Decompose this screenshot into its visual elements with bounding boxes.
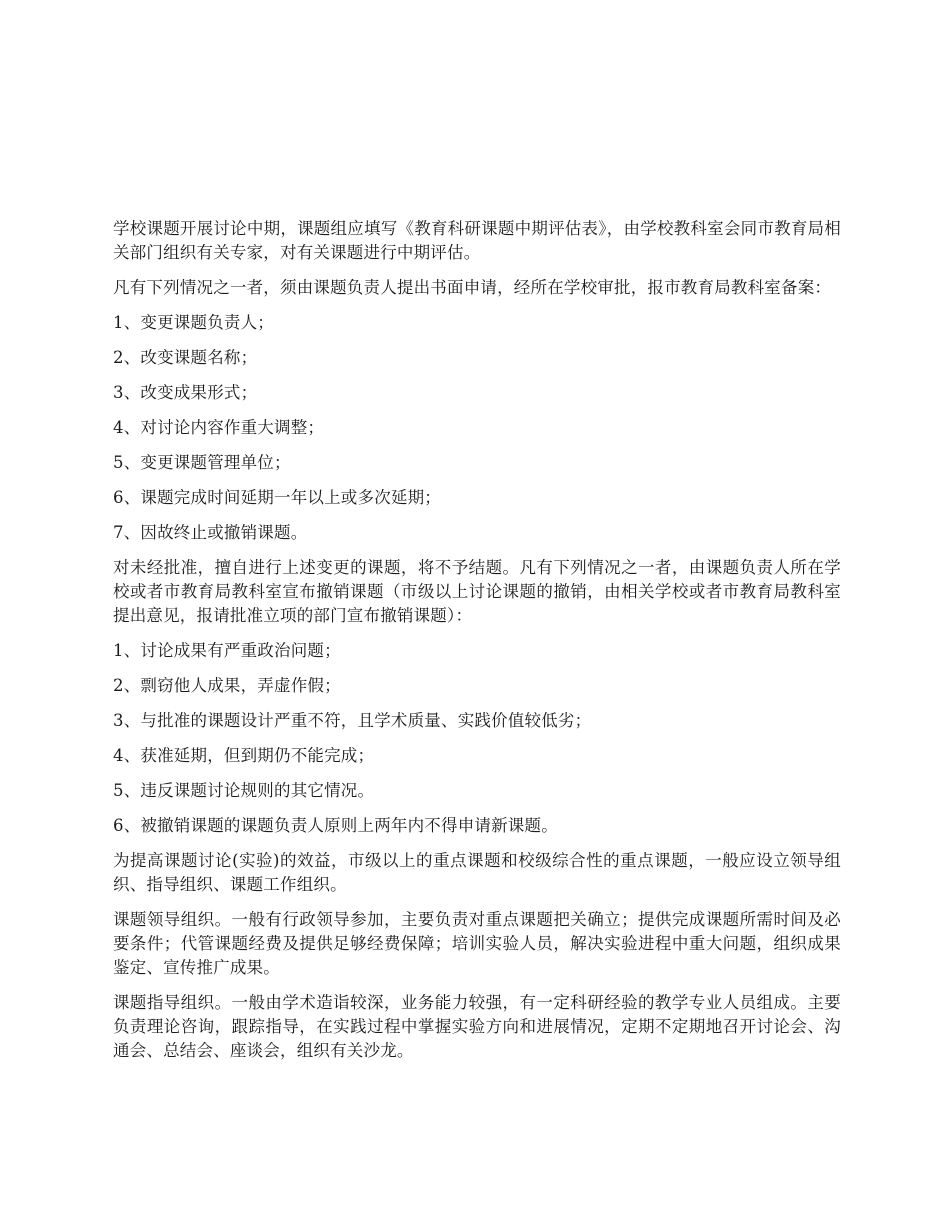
paragraph-change-conditions: 凡有下列情况之一者，须由课题负责人提出书面申请，经所在学校审批，报市教育局教科室备案： bbox=[113, 278, 832, 297]
list-item-revoke-6: 6、被撤销课题的课题负责人原则上两年内不得申请新课题。 bbox=[113, 816, 558, 835]
list-item-change-3: 3、改变成果形式； bbox=[113, 383, 258, 402]
list-item-revoke-3: 3、与批准的课题设计严重不符，且学术质量、实践价值较低劣； bbox=[113, 711, 592, 730]
paragraph-organization-setup: 为提高课题讨论(实验)的效益，市级以上的重点课题和校级综合性的重点课题，一般应设立领导组织、指导组织、课题工作组织。 bbox=[113, 851, 841, 894]
document-body bbox=[113, 217, 841, 1074]
list-item-change-6: 6、课题完成时间延期一年以上或多次延期； bbox=[113, 488, 441, 507]
paragraph-guidance-group: 课题指导组织。一般由学术造诣较深，业务能力较强，有一定科研经验的教学专业人员组成。主要负责理论咨询，跟踪指导，在实践过程中掌握实验方向和进展情况，定期不定期地召开讨论会、沟通会、总结会、座谈会，组织有关沙龙。 bbox=[113, 993, 841, 1060]
list-item-change-1: 1、变更课题负责人； bbox=[113, 313, 274, 332]
list-item-change-7: 7、因故终止或撤销课题。 bbox=[113, 523, 308, 542]
list-item-change-2: 2、改变课题名称； bbox=[113, 348, 258, 367]
list-item-revoke-5: 5、违反课题讨论规则的其它情况。 bbox=[113, 781, 375, 800]
list-item-revoke-2: 2、剽窃他人成果，弄虚作假； bbox=[113, 676, 341, 695]
list-item-revoke-1: 1、讨论成果有严重政治问题； bbox=[113, 641, 341, 660]
list-item-change-5: 5、变更课题管理单位； bbox=[113, 453, 291, 472]
paragraph-leadership-group: 课题领导组织。一般有行政领导参加，主要负责对重点课题把关确立；提供完成课题所需时间及必要条件；代管课题经费及提供足够经费保障；培训实验人员，解决实验进程中重大问题，组织成果鉴定、宣传推广成果。 bbox=[113, 910, 841, 977]
paragraph-revocation-conditions: 对未经批准，擅自进行上述变更的课题，将不予结题。凡有下列情况之一者，由课题负责人所在学校或者市教育局教科室宣布撤销课题（市级以上讨论课题的撤销，由相关学校或者市教育局教科室提出意见，报请批准立项的部门宣布撤销课题）： bbox=[113, 558, 841, 625]
list-item-revoke-4: 4、获准延期，但到期仍不能完成； bbox=[113, 746, 375, 765]
list-item-change-4: 4、对讨论内容作重大调整； bbox=[113, 418, 325, 437]
paragraph-intro-midterm: 学校课题开展讨论中期，课题组应填写《教育科研课题中期评估表》，由学校教科室会同市教育局相关部门组织有关专家，对有关课题进行中期评估。 bbox=[113, 219, 841, 262]
